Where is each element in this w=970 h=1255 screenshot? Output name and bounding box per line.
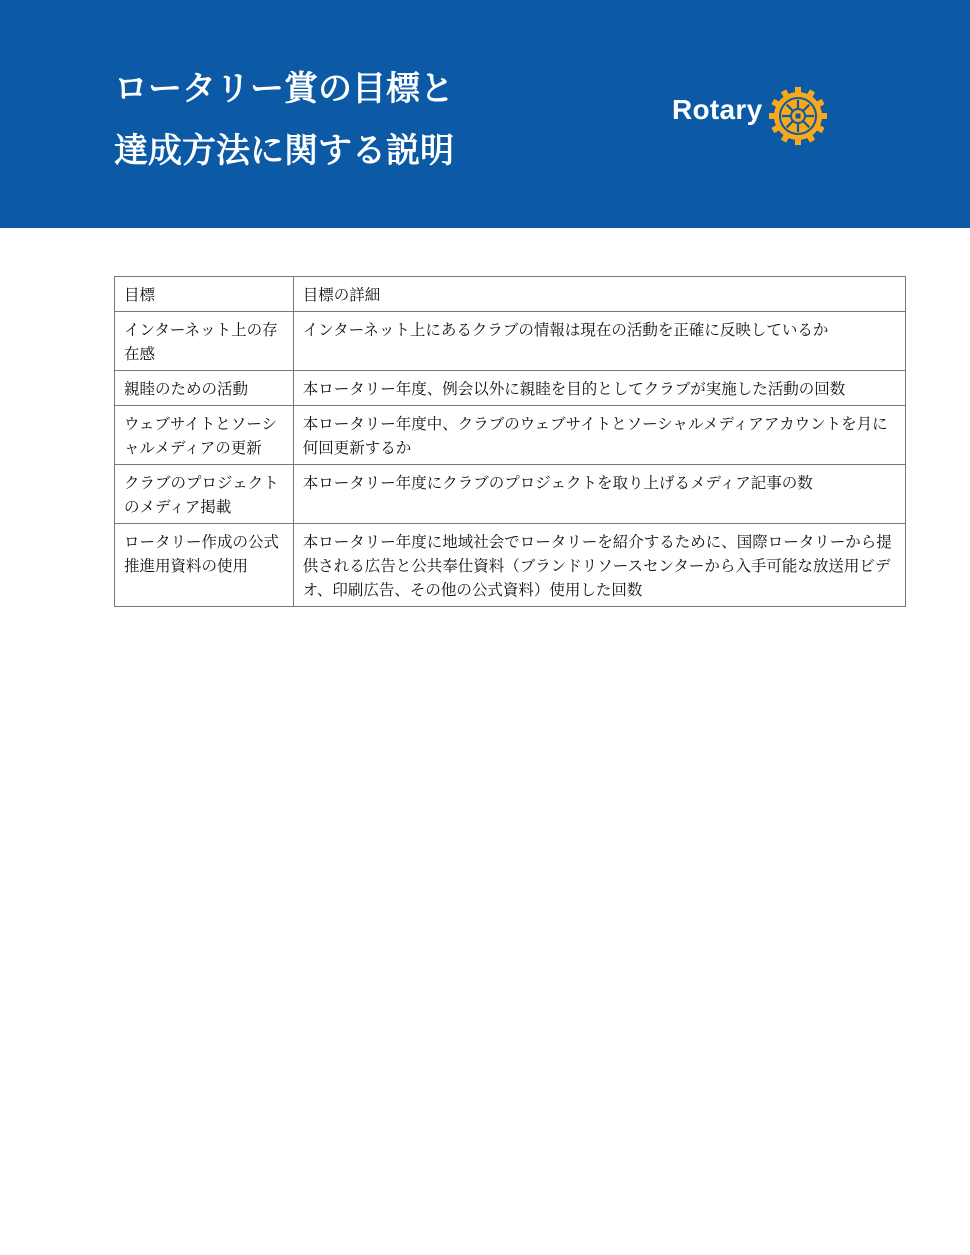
goal-cell: インターネット上の存在感 <box>115 312 294 371</box>
goal-cell: ウェブサイトとソーシャルメディアの更新 <box>115 406 294 465</box>
table-row <box>115 406 906 465</box>
detail-cell: 本ロータリー年度に地域社会でロータリーを紹介するために、国際ロータリーから提供される広告と公共奉仕資料（ブランドリソースセンターから入手可能な放送用ビデオ、印刷広告、その他の公式資料）使用した回数 <box>293 524 905 607</box>
detail-cell: 本ロータリー年度にクラブのプロジェクトを取り上げるメディア記事の数 <box>293 465 905 524</box>
title-line-1: ロータリー賞の目標と <box>114 69 454 109</box>
goal-cell: 親睦のための活動 <box>115 371 294 406</box>
rotary-logo <box>672 86 832 144</box>
rotary-wordmark: Rotary <box>672 94 763 125</box>
goals-table <box>114 276 906 607</box>
header-goal: 目標 <box>115 277 294 312</box>
table-row <box>115 524 906 607</box>
detail-cell: インターネット上にあるクラブの情報は現在の活動を正確に反映しているか <box>293 312 905 371</box>
page-title <box>114 58 454 182</box>
detail-cell: 本ロータリー年度中、クラブのウェブサイトとソーシャルメディアアカウントを月に何回更新するか <box>293 406 905 465</box>
table-header-row <box>115 277 906 312</box>
goal-cell: クラブのプロジェクトのメディア掲載 <box>115 465 294 524</box>
header-goal-detail: 目標の詳細 <box>293 277 905 312</box>
title-line-2: 達成方法に関する説明 <box>114 131 454 171</box>
table-row <box>115 312 906 371</box>
table-row <box>115 465 906 524</box>
table-row <box>115 371 906 406</box>
rotary-wheel-icon <box>768 86 828 146</box>
header-banner <box>0 0 970 228</box>
detail-cell: 本ロータリー年度、例会以外に親睦を目的としてクラブが実施した活動の回数 <box>293 371 905 406</box>
goal-cell: ロータリー作成の公式推進用資料の使用 <box>115 524 294 607</box>
